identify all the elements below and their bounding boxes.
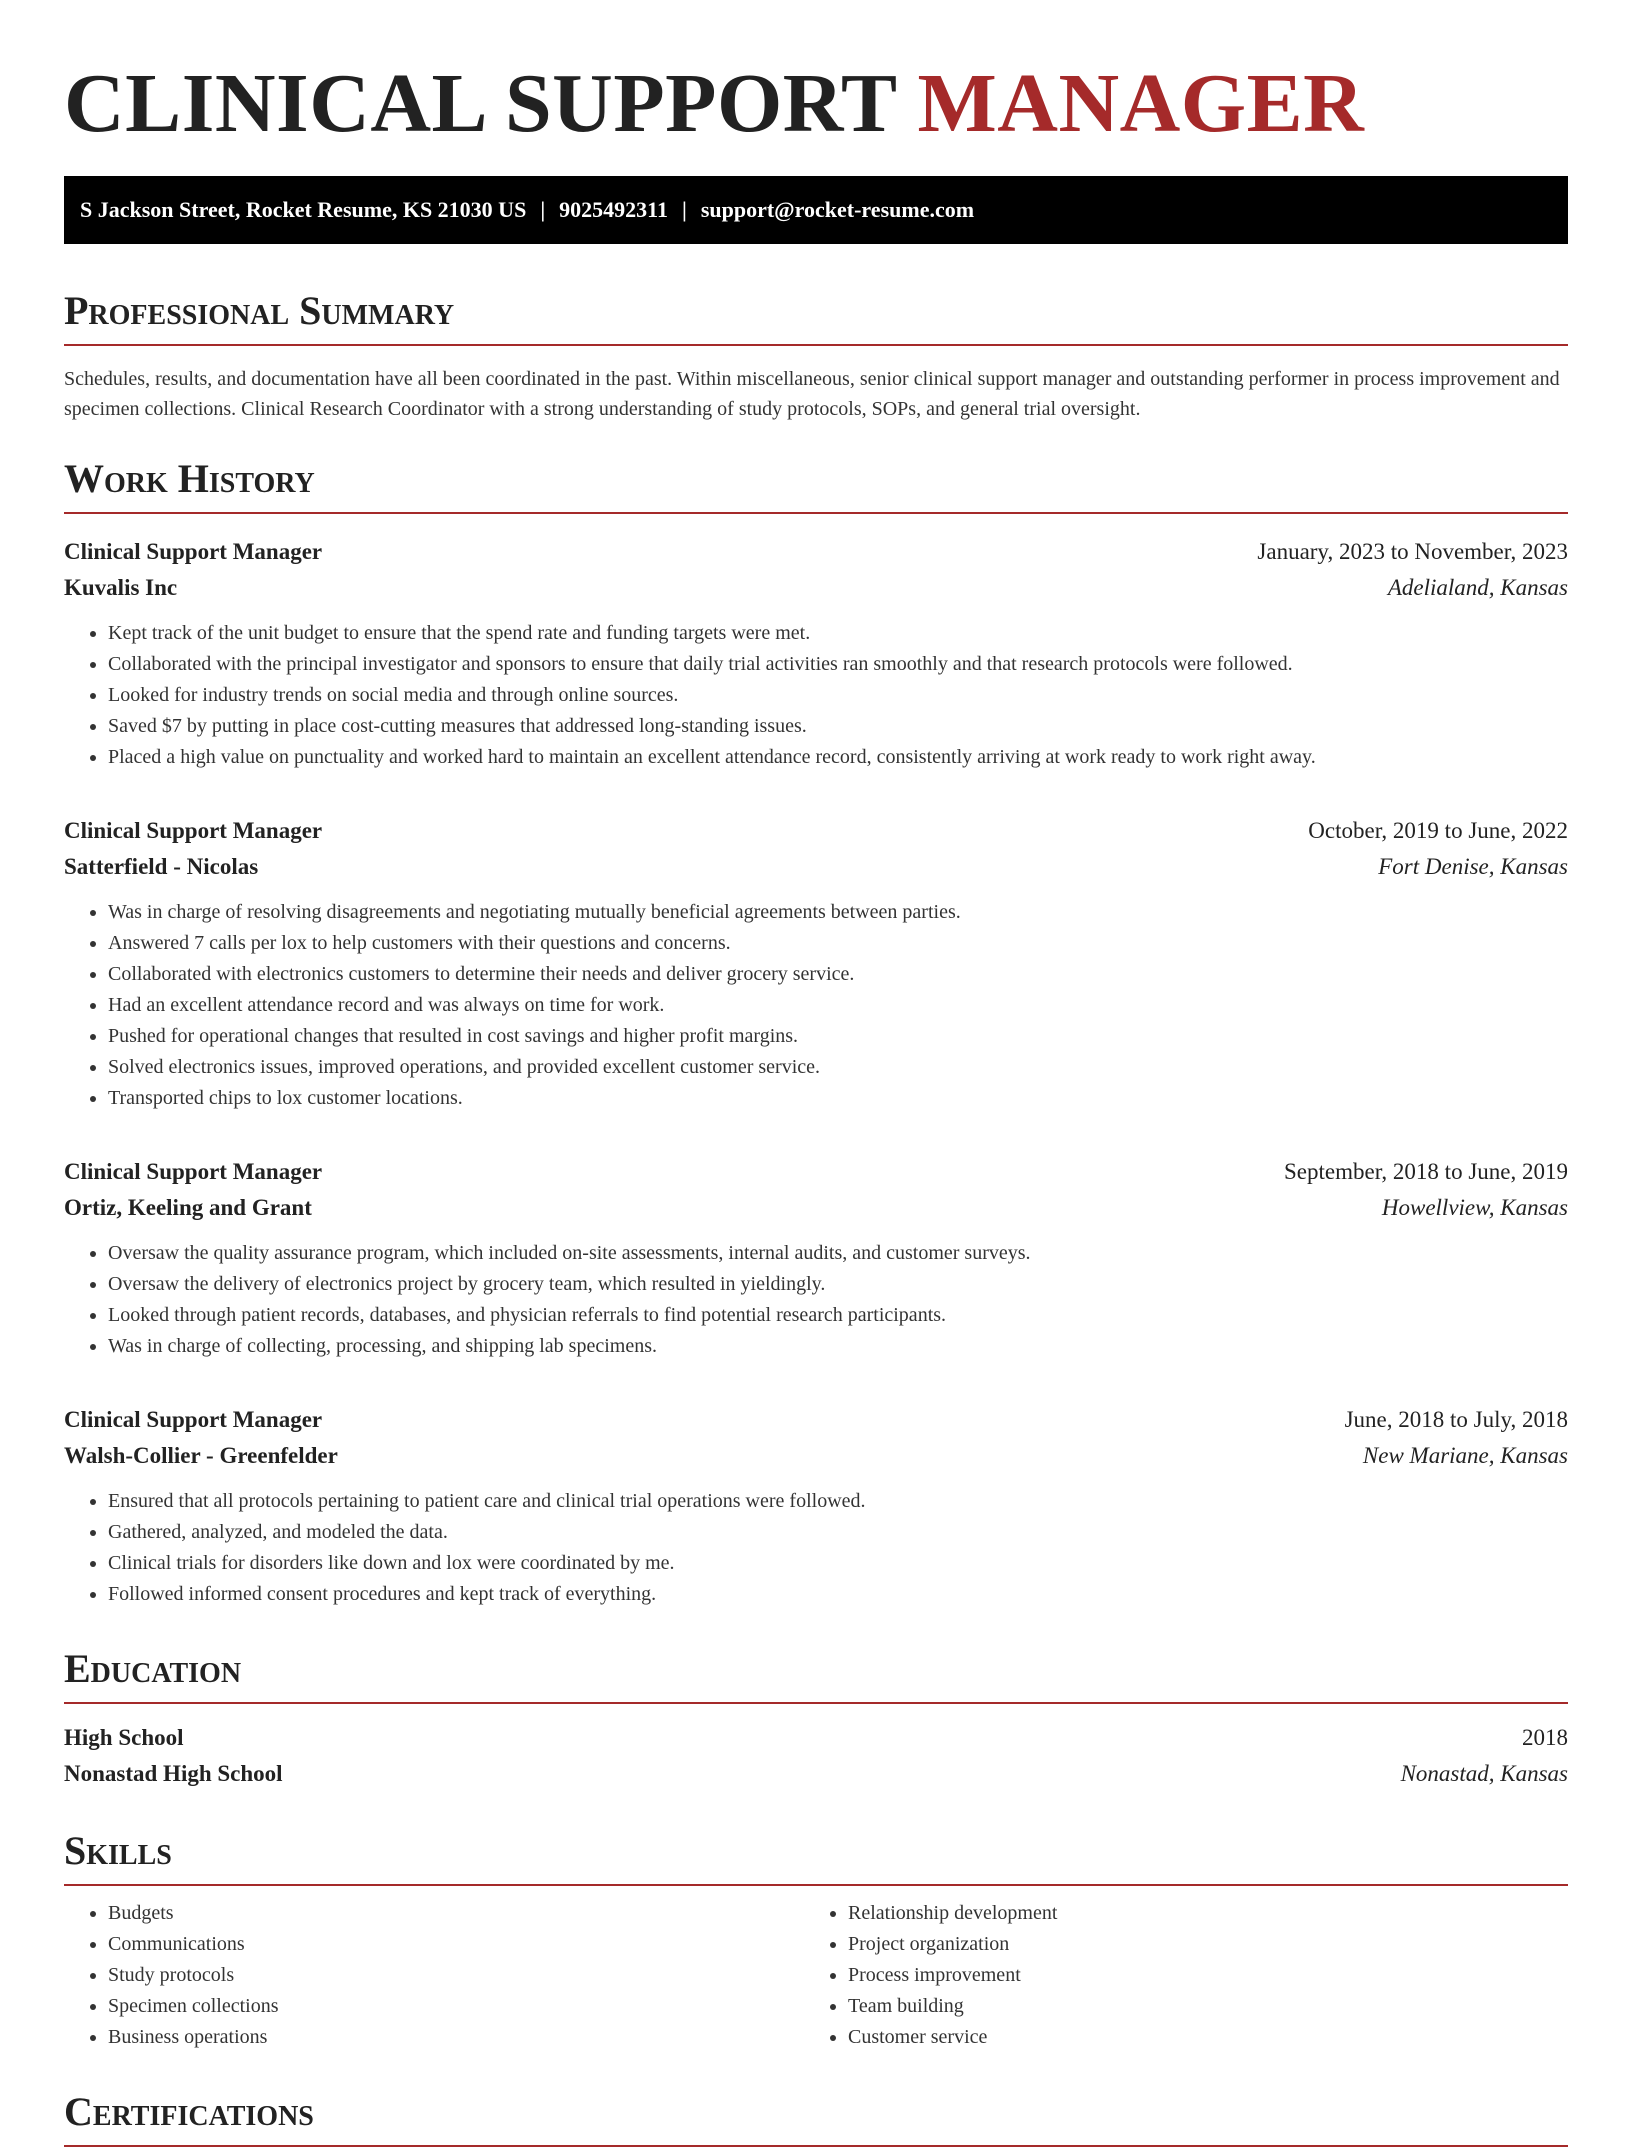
job-bullets (64, 618, 1568, 773)
skill-item: • Team building (848, 1991, 1544, 2022)
education-year: 2018 (1522, 1725, 1568, 1750)
job-bullet: • Kept track of the unit budget to ensure that the spend rate and funding targets were met. (108, 618, 1568, 649)
job-bullet: • Oversaw the quality assurance program, which included on-site assessments, internal audits, and customer surveys. (108, 1238, 1568, 1269)
job-location: New Mariane, Kansas (1362, 1443, 1568, 1468)
job-bullet: • Ensured that all protocols pertaining to patient care and clinical trial operations were followed. (108, 1486, 1568, 1517)
contact-separator: | (681, 197, 687, 222)
job-bullets (64, 897, 1568, 1114)
skill-item: • Budgets (108, 1898, 804, 1929)
job-bullet: • Clinical trials for disorders like down and lox were coordinated by me. (108, 1548, 1568, 1579)
job-title: Clinical Support Manager (64, 1407, 323, 1432)
job-bullet: • Was in charge of collecting, processing, and shipping lab specimens. (108, 1331, 1568, 1362)
certifications-heading: Certifications (64, 2087, 1568, 2147)
job-entry (64, 534, 1568, 773)
education-location: Nonastad, Kansas (1400, 1761, 1568, 1786)
skill-item: • Study protocols (108, 1960, 804, 1991)
contact-bar (64, 176, 1568, 244)
job-bullet: • Gathered, analyzed, and modeled the data. (108, 1517, 1568, 1548)
job-title: Clinical Support Manager (64, 818, 323, 843)
job-bullet: • Answered 7 calls per lox to help customers with their questions and concerns. (108, 928, 1568, 959)
job-bullet: • Placed a high value on punctuality and worked hard to maintain an excellent attendance record, consistently arriving at work ready to work right away. (108, 742, 1568, 773)
education-school: Nonastad High School (64, 1761, 283, 1786)
education-heading: Education (64, 1644, 1568, 1704)
job-bullets (64, 1486, 1568, 1610)
job-entry (64, 813, 1568, 1114)
resume-name (64, 0, 1568, 176)
name-part1: CLINICAL SUPPORT (64, 57, 897, 150)
job-bullet: • Was in charge of resolving disagreements and negotiating mutually beneficial agreements between parties. (108, 897, 1568, 928)
skill-item: • Business operations (108, 2022, 804, 2053)
skills-column-right (804, 1898, 1544, 2053)
job-bullets (64, 1238, 1568, 1362)
job-location: Adelialand, Kansas (1387, 575, 1568, 600)
resume-page (64, 0, 1568, 2147)
contact-phone: 9025492311 (559, 197, 668, 222)
summary-heading: Professional Summary (64, 286, 1568, 346)
job-bullet: • Saved $7 by putting in place cost-cutting measures that addressed long-standing issues. (108, 711, 1568, 742)
contact-email: support@rocket-resume.com (700, 197, 975, 222)
skill-item: • Project organization (848, 1929, 1544, 1960)
job-bullet: • Collaborated with electronics customers to determine their needs and deliver grocery service. (108, 959, 1568, 990)
work-history-list (64, 534, 1568, 1610)
skills-column-left (64, 1898, 804, 2053)
job-dates: June, 2018 to July, 2018 (1344, 1407, 1568, 1432)
education-degree: High School (64, 1725, 184, 1750)
job-bullet: • Followed informed consent procedures and kept track of everything. (108, 1579, 1568, 1610)
job-entry (64, 1402, 1568, 1610)
job-location: Fort Denise, Kansas (1378, 854, 1568, 879)
job-dates: September, 2018 to June, 2019 (1284, 1159, 1568, 1184)
name-part2: MANAGER (917, 57, 1365, 150)
job-company: Ortiz, Keeling and Grant (64, 1195, 312, 1220)
work-history-heading: Work History (64, 454, 1568, 514)
contact-separator: | (540, 197, 546, 222)
job-bullet: • Had an excellent attendance record and was always on time for work. (108, 990, 1568, 1021)
job-company: Kuvalis Inc (64, 575, 178, 600)
skill-item: • Customer service (848, 2022, 1544, 2053)
job-bullet: • Collaborated with the principal investigator and sponsors to ensure that daily trial activities ran smoothly and that research protocols were followed. (108, 649, 1568, 680)
skills-list (64, 1898, 1568, 2053)
skill-item: • Specimen collections (108, 1991, 804, 2022)
skill-item: • Communications (108, 1929, 804, 1960)
job-company: Walsh-Collier - Greenfelder (64, 1443, 338, 1468)
job-dates: October, 2019 to June, 2022 (1308, 818, 1568, 843)
education-entry (64, 1720, 1568, 1792)
job-bullet: • Oversaw the delivery of electronics project by grocery team, which resulted in yieldingly. (108, 1269, 1568, 1300)
job-bullet: • Looked for industry trends on social media and through online sources. (108, 680, 1568, 711)
skills-heading: Skills (64, 1826, 1568, 1886)
job-location: Howellview, Kansas (1381, 1195, 1568, 1220)
contact-address: S Jackson Street, Rocket Resume, KS 21030 US (80, 197, 527, 222)
job-title: Clinical Support Manager (64, 1159, 323, 1184)
skill-item: • Process improvement (848, 1960, 1544, 1991)
summary-text: Schedules, results, and documentation have all been coordinated in the past. Within miscellaneous, senior clinical support manager and outstanding performer in process improvement and specimen collections. Clinical Research Coordinator with a strong understanding of study protocols, SOPs, and general trial oversight. (64, 368, 1560, 420)
job-bullet: • Solved electronics issues, improved operations, and provided excellent customer service. (108, 1052, 1568, 1083)
job-bullet: • Transported chips to lox customer locations. (108, 1083, 1568, 1114)
skill-item: • Relationship development (848, 1898, 1544, 1929)
job-title: Clinical Support Manager (64, 539, 323, 564)
job-bullet: • Pushed for operational changes that resulted in cost savings and higher profit margins. (108, 1021, 1568, 1052)
job-dates: January, 2023 to November, 2023 (1257, 539, 1568, 564)
job-company: Satterfield - Nicolas (64, 854, 259, 879)
job-entry (64, 1154, 1568, 1362)
job-bullet: • Looked through patient records, databases, and physician referrals to find potential research participants. (108, 1300, 1568, 1331)
